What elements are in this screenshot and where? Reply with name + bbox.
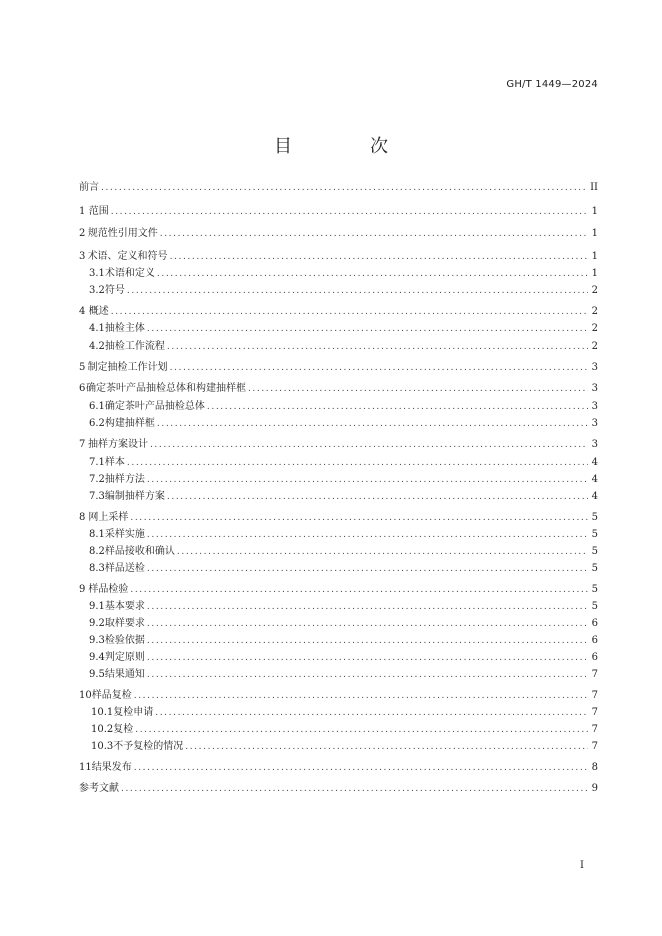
toc-entry-page: 3: [591, 362, 598, 373]
toc-leader-dots: [167, 340, 588, 355]
toc-entry-number: 6: [79, 383, 86, 394]
toc-entry-page: 7: [591, 724, 598, 735]
toc-entry[interactable]: [79, 760, 598, 775]
toc-leader-dots: [170, 361, 588, 376]
toc-entry-label: 抽样方案设计: [87, 439, 148, 450]
toc-entry-label: 确定茶叶产品抽检总体和构建抽样框: [85, 383, 246, 394]
toc-entry[interactable]: [79, 561, 598, 576]
toc-entry-number: 1: [79, 206, 86, 217]
toc-entry-label: 确定茶叶产品抽检总体: [104, 401, 205, 412]
toc-entry-label: 术语和定义: [104, 268, 155, 279]
toc-entry[interactable]: [79, 781, 598, 796]
toc-leader-dots: [150, 438, 588, 453]
toc-entry-page: 7: [591, 741, 598, 752]
toc-entry-page: 3: [591, 439, 598, 450]
toc-leader-dots: [147, 322, 588, 337]
toc-entry-number: 5: [79, 362, 86, 373]
toc-leader-dots: [134, 689, 588, 704]
toc-entry-label: 复检申请: [113, 707, 154, 718]
toc-entry[interactable]: [79, 582, 598, 597]
toc-entry-label: 基本要求: [104, 601, 145, 612]
toc-entry-number: 7.2: [89, 474, 105, 485]
toc-entry[interactable]: [79, 339, 598, 354]
toc-entry-number: 7: [79, 439, 86, 450]
toc-entry[interactable]: [79, 416, 598, 431]
toc-entry-page: 1: [591, 206, 598, 217]
toc-entry-page: 1: [591, 228, 598, 239]
toc-leader-dots: [147, 528, 588, 543]
toc-entry-page: 4: [591, 474, 598, 485]
toc-leader-dots: [121, 782, 588, 797]
toc-entry-label: 复检: [113, 724, 134, 735]
toc-entry[interactable]: [79, 283, 598, 298]
toc-entry-page: 5: [591, 563, 598, 574]
toc-entry-number: 11: [79, 762, 92, 773]
toc-entry[interactable]: [79, 739, 598, 754]
toc-leader-dots: [147, 562, 588, 577]
toc-entry-page: 7: [591, 690, 598, 701]
toc-entry-page: 6: [591, 652, 598, 663]
toc-leader-dots: [111, 305, 588, 320]
toc-leader-dots: [248, 382, 588, 397]
toc-leader-dots: [130, 511, 587, 526]
toc-entry-label: 编制抽样方案: [104, 491, 165, 502]
toc-entry-label: 抽检主体: [104, 323, 145, 334]
toc-entry-page: 5: [591, 529, 598, 540]
toc-entry-label: 采样实施: [104, 529, 145, 540]
toc-entry-page: 4: [591, 457, 598, 468]
toc-entry-page: 5: [591, 584, 598, 595]
toc-entry-label: 网上采样: [88, 512, 129, 523]
toc-entry-label: 样品检验: [88, 584, 129, 595]
toc-entry-label: 判定原则: [104, 652, 145, 663]
toc-entry-label: 不予复检的情况: [113, 741, 184, 752]
toc-entry-label: 样品接收和确认: [104, 546, 175, 557]
toc-entry-page: 2: [591, 341, 598, 352]
toc-entry-page: 5: [591, 546, 598, 557]
toc-entry-number: 8.2: [89, 546, 105, 557]
toc-entry[interactable]: [79, 249, 598, 264]
toc-entry-label: 抽样方法: [104, 474, 145, 485]
toc-entry[interactable]: [79, 180, 598, 195]
toc-entry-number: 10.2: [91, 724, 114, 735]
toc-entry-label: 制定抽检工作计划: [87, 362, 168, 373]
toc-leader-dots: [185, 740, 587, 755]
toc-entry-page: 9: [591, 783, 598, 794]
toc-entry-label: 样本: [104, 457, 125, 468]
toc-entry-page: 3: [591, 383, 598, 394]
toc-entry-label: 样品送检: [104, 563, 145, 574]
toc-entry-page: 1: [591, 251, 598, 262]
toc-leader-dots: [111, 205, 588, 220]
toc-entry[interactable]: [79, 650, 598, 665]
toc-entry-number: 9.2: [89, 618, 105, 629]
toc-entry-page: 1: [591, 268, 598, 279]
toc-entry-label: 范围: [88, 206, 109, 217]
toc-entry-number: 10: [79, 690, 92, 701]
toc-entry-number: 8.3: [89, 563, 105, 574]
toc-entry-number: 9.3: [89, 635, 105, 646]
toc-entry-number: 8: [79, 512, 86, 523]
toc-entry-label: 概述: [88, 306, 109, 317]
toc-entry-label: 检验依据: [104, 635, 145, 646]
toc-entry[interactable]: [79, 304, 598, 319]
toc-entry[interactable]: [79, 381, 598, 396]
toc-entry-page: 5: [591, 512, 598, 523]
toc-entry-number: 3.2: [89, 285, 105, 296]
toc-leader-dots: [130, 583, 587, 598]
toc-entry-number: 6.2: [89, 418, 105, 429]
toc-entry[interactable]: [79, 399, 598, 414]
toc-entry-label: 结果通知: [104, 669, 145, 680]
toc-leader-dots: [147, 634, 588, 649]
toc-leader-dots: [147, 668, 588, 683]
toc-entry[interactable]: [79, 489, 598, 504]
toc-entry-page: 6: [591, 635, 598, 646]
toc-entry-page: 6: [591, 618, 598, 629]
toc-entry[interactable]: [79, 472, 598, 487]
toc-entry-page: 8: [591, 762, 598, 773]
toc-leader-dots: [155, 706, 587, 721]
toc-entry-number: 9.4: [89, 652, 105, 663]
toc-entry-number: 6.1: [89, 401, 105, 412]
page-title: 目 次: [274, 136, 418, 157]
toc-entry-page: 5: [591, 601, 598, 612]
toc-entry[interactable]: [79, 204, 598, 219]
toc-entry-number: 3.1: [89, 268, 105, 279]
toc-entry-number: 7.3: [89, 491, 105, 502]
toc-leader-dots: [127, 456, 588, 471]
toc-entry-label: 参考文献: [79, 783, 119, 794]
toc-leader-dots: [177, 545, 588, 560]
toc-entry-number: 10.1: [91, 707, 114, 718]
toc-entry[interactable]: [79, 616, 598, 631]
toc-entry[interactable]: [79, 510, 598, 525]
toc-entry-number: 9.1: [89, 601, 105, 612]
toc-leader-dots: [135, 723, 587, 738]
toc-entry-number: 2: [79, 228, 86, 239]
toc-leader-dots: [134, 761, 588, 776]
toc-entry[interactable]: [79, 705, 598, 720]
toc-entry[interactable]: [79, 667, 598, 682]
toc-entry[interactable]: [79, 633, 598, 648]
toc-entry-label: 前言: [79, 182, 99, 193]
toc-entry[interactable]: [79, 437, 598, 452]
toc-entry-label: 构建抽样框: [104, 418, 155, 429]
toc-entry-page: 4: [591, 491, 598, 502]
toc-entry[interactable]: [79, 544, 598, 559]
toc-entry-label: 样品复检: [91, 690, 132, 701]
toc-entry-label: 规范性引用文件: [87, 228, 158, 239]
toc-entry-number: 4: [79, 306, 86, 317]
toc-entry-number: 9: [79, 584, 86, 595]
toc-leader-dots: [167, 490, 588, 505]
page-number: I: [580, 860, 584, 871]
toc-entry[interactable]: [79, 226, 598, 241]
toc-entry-page: II: [590, 182, 598, 193]
toc-entry-page: 3: [591, 401, 598, 412]
toc-entry[interactable]: [79, 722, 598, 737]
toc-entry-label: 取样要求: [104, 618, 145, 629]
toc-entry[interactable]: [79, 599, 598, 614]
toc-entry-label: 符号: [104, 285, 125, 296]
toc-entry-page: 3: [591, 418, 598, 429]
toc-entry[interactable]: [79, 321, 598, 336]
toc-leader-dots: [160, 227, 588, 242]
toc-entry[interactable]: [79, 455, 598, 470]
toc-entry-page: 2: [591, 306, 598, 317]
toc-leader-dots: [147, 651, 588, 666]
toc-entry-number: 4.2: [89, 341, 105, 352]
toc-entry-label: 术语、定义和符号: [87, 251, 168, 262]
standard-number: GH/T 1449—2024: [506, 79, 598, 90]
toc-leader-dots: [147, 600, 588, 615]
toc-entry[interactable]: [79, 688, 598, 703]
toc-entry-number: 3: [79, 251, 86, 262]
toc-entry-page: 2: [591, 285, 598, 296]
toc-leader-dots: [157, 267, 588, 282]
toc-leader-dots: [170, 250, 588, 265]
toc-leader-dots: [101, 181, 586, 196]
toc-entry[interactable]: [79, 360, 598, 375]
toc-entry[interactable]: [79, 527, 598, 542]
toc-entry-page: 2: [591, 323, 598, 334]
toc-entry[interactable]: [79, 266, 598, 281]
toc-leader-dots: [157, 417, 588, 432]
toc-entry-number: 10.3: [91, 741, 114, 752]
toc-leader-dots: [147, 473, 588, 488]
toc-leader-dots: [127, 284, 588, 299]
toc-leader-dots: [147, 617, 588, 632]
toc-entry-number: 4.1: [89, 323, 105, 334]
toc-entry-number: 7.1: [89, 457, 105, 468]
toc-entry-number: 9.5: [89, 669, 105, 680]
toc-entry-label: 抽检工作流程: [104, 341, 165, 352]
toc-entry-number: 8.1: [89, 529, 105, 540]
toc-entry-page: 7: [591, 707, 598, 718]
toc-entry-page: 7: [591, 669, 598, 680]
toc-leader-dots: [207, 400, 588, 415]
toc-entry-label: 结果发布: [91, 762, 132, 773]
